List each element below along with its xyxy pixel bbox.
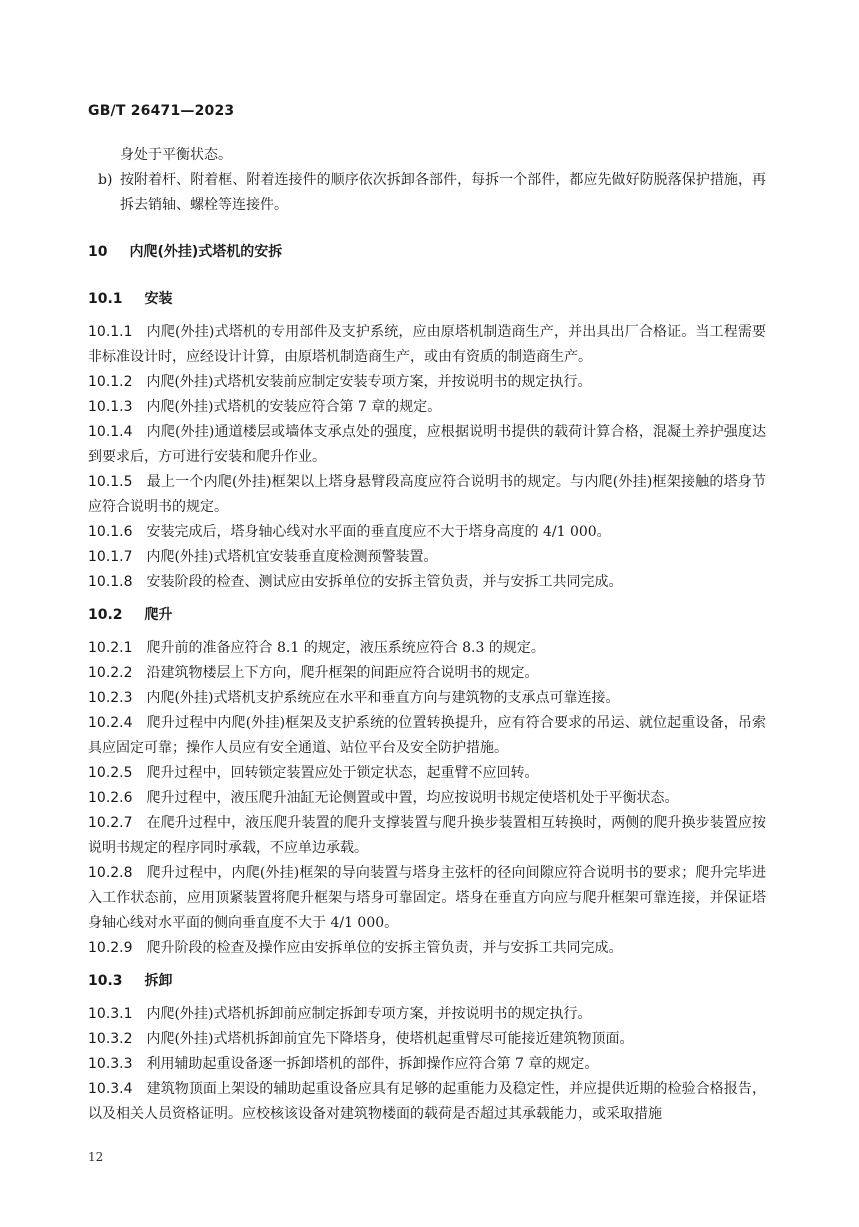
subsection-number: 10.1 xyxy=(88,291,123,307)
clause-10-1-2 xyxy=(88,370,766,395)
clause-number: 10.2.4 xyxy=(88,715,133,731)
clause-10-2-1 xyxy=(88,636,766,661)
clause-number: 10.1.3 xyxy=(88,399,133,415)
clause-text: 安装完成后，塔身轴心线对水平面的垂直度应不大于塔身高度的 4/1 000。 xyxy=(146,524,611,540)
clause-number: 10.2.6 xyxy=(88,790,133,806)
subsection-heading-10-3 xyxy=(88,969,766,994)
clause-number: 10.2.5 xyxy=(88,765,133,781)
clause-text: 内爬(外挂)通道楼层或墙体支承点处的强度，应根据说明书提供的载荷计算合格，混凝土养护强度达到要求后，方可进行安装和爬升作业。 xyxy=(88,424,766,465)
clause-number: 10.1.4 xyxy=(88,424,133,440)
clause-text: 内爬(外挂)式塔机拆卸前宜先下降塔身，使塔机起重臂尽可能接近建筑物顶面。 xyxy=(146,1031,634,1047)
clause-10-1-3 xyxy=(88,395,766,420)
subsection-heading-10-1 xyxy=(88,287,766,312)
page-number: 12 xyxy=(88,1150,104,1164)
clause-number: 10.2.8 xyxy=(88,865,133,881)
list-item-b xyxy=(88,168,766,218)
clause-text: 爬升过程中内爬(外挂)框架及支护系统的位置转换提升，应有符合要求的吊运、就位起重设备，吊索具应固定可靠；操作人员应有安全通道、站位平台及安全防护措施。 xyxy=(88,715,766,756)
section-heading-10 xyxy=(88,240,766,265)
clause-text: 爬升阶段的检查及操作应由安拆单位的安拆主管负责，并与安拆工共同完成。 xyxy=(146,940,623,956)
subsection-title: 拆卸 xyxy=(144,973,173,989)
clause-text: 爬升过程中，内爬(外挂)框架的导向装置与塔身主弦杆的径向间隙应符合说明书的要求；爬升完毕进入工作状态前，应用顶紧装置将爬升框架与塔身可靠固定。塔身在垂直方向应与爬升框架可靠连接，并保证塔身轴心线对水平面的侧向垂直度不大于 4/1 000。 xyxy=(88,865,766,931)
clause-text: 最上一个内爬(外挂)框架以上塔身悬臂段高度应符合说明书的规定。与内爬(外挂)框架接触的塔身节应符合说明书的规定。 xyxy=(88,474,766,515)
clause-text: 内爬(外挂)式塔机支护系统应在水平和垂直方向与建筑物的支承点可靠连接。 xyxy=(146,690,620,706)
clause-10-2-7 xyxy=(88,811,766,861)
clause-text: 内爬(外挂)式塔机宜安装垂直度检测预警装置。 xyxy=(146,549,438,565)
clause-text: 沿建筑物楼层上下方向，爬升框架的间距应符合说明书的规定。 xyxy=(146,665,539,681)
clause-10-2-3 xyxy=(88,686,766,711)
clause-10-1-1 xyxy=(88,320,766,370)
clause-10-1-4 xyxy=(88,420,766,470)
subsection-title: 爬升 xyxy=(144,607,173,623)
clause-number: 10.3.1 xyxy=(88,1006,133,1022)
clause-text: 内爬(外挂)式塔机的安装应符合第 7 章的规定。 xyxy=(146,399,442,415)
subsection-number: 10.2 xyxy=(88,607,123,623)
clause-10-2-9 xyxy=(88,936,766,961)
clause-text: 内爬(外挂)式塔机拆卸前应制定拆卸专项方案，并按说明书的规定执行。 xyxy=(146,1006,592,1022)
clause-number: 10.2.2 xyxy=(88,665,133,681)
clause-number: 10.1.2 xyxy=(88,374,133,390)
clause-10-2-2 xyxy=(88,661,766,686)
clause-10-2-6 xyxy=(88,786,766,811)
list-item-label: b) xyxy=(98,172,113,188)
clause-10-1-5 xyxy=(88,470,766,520)
clause-10-1-8 xyxy=(88,570,766,595)
clause-10-2-5 xyxy=(88,761,766,786)
clause-10-2-4 xyxy=(88,711,766,761)
clause-number: 10.1.7 xyxy=(88,549,133,565)
clause-number: 10.3.3 xyxy=(88,1056,133,1072)
clause-10-1-7 xyxy=(88,545,766,570)
standard-code: GB/T 26471—2023 xyxy=(88,103,235,119)
clause-10-1-6 xyxy=(88,520,766,545)
clause-10-3-4 xyxy=(88,1077,766,1127)
clause-10-2-8 xyxy=(88,861,766,936)
clause-10-3-2 xyxy=(88,1027,766,1052)
clause-number: 10.2.3 xyxy=(88,690,133,706)
clause-number: 10.2.9 xyxy=(88,940,133,956)
clause-text: 建筑物顶面上架设的辅助起重设备应具有足够的起重能力及稳定性，并应提供近期的检验合格报告，以及相关人员资格证明。应校核该设备对建筑物楼面的载荷是否超过其承载能力，或采取措施 xyxy=(88,1081,766,1122)
clause-text: 内爬(外挂)式塔机安装前应制定安装专项方案，并按说明书的规定执行。 xyxy=(146,374,592,390)
clause-text: 内爬(外挂)式塔机的专用部件及支护系统，应由原塔机制造商生产，并出具出厂合格证。当工程需要非标准设计时，应经设计计算，由原塔机制造商生产，或由有资质的制造商生产。 xyxy=(88,324,766,365)
clause-number: 10.2.1 xyxy=(88,640,133,656)
clause-number: 10.2.7 xyxy=(88,815,133,831)
clause-10-3-1 xyxy=(88,1002,766,1027)
clause-number: 10.1.8 xyxy=(88,574,133,590)
document-body xyxy=(88,143,766,1127)
clause-text: 利用辅助起重设备逐一拆卸塔机的部件，拆卸操作应符合第 7 章的规定。 xyxy=(146,1056,599,1072)
clause-number: 10.1.1 xyxy=(88,324,133,340)
subsection-number: 10.3 xyxy=(88,973,123,989)
list-item-text: 按附着杆、附着框、附着连接件的顺序依次拆卸各部件，每拆一个部件，都应先做好防脱落保护措施，再拆去销轴、螺栓等连接件。 xyxy=(120,172,766,213)
clause-number: 10.1.5 xyxy=(88,474,133,490)
clause-text: 爬升过程中，液压爬升油缸无论侧置或中置，均应按说明书规定使塔机处于平衡状态。 xyxy=(146,790,679,806)
subsection-heading-10-2 xyxy=(88,603,766,628)
clause-text: 爬升前的准备应符合 8.1 的规定，液压系统应符合 8.3 的规定。 xyxy=(146,640,545,656)
clause-number: 10.3.2 xyxy=(88,1031,133,1047)
clause-text: 爬升过程中，回转锁定装置应处于锁定状态，起重臂不应回转。 xyxy=(146,765,539,781)
clause-text: 安装阶段的检查、测试应由安拆单位的安拆主管负责，并与安拆工共同完成。 xyxy=(146,574,623,590)
continuation-text: 身处于平衡状态。 xyxy=(120,147,232,163)
subsection-title: 安装 xyxy=(144,291,173,307)
section-number: 10 xyxy=(88,244,108,260)
clause-number: 10.3.4 xyxy=(88,1081,133,1097)
clause-10-3-3 xyxy=(88,1052,766,1077)
section-title: 内爬(外挂)式塔机的安拆 xyxy=(129,244,283,260)
clause-number: 10.1.6 xyxy=(88,524,133,540)
clause-text: 在爬升过程中，液压爬升装置的爬升支撑装置与爬升换步装置相互转换时，两侧的爬升换步装置应按说明书规定的程序同时承载，不应单边承载。 xyxy=(88,815,766,856)
